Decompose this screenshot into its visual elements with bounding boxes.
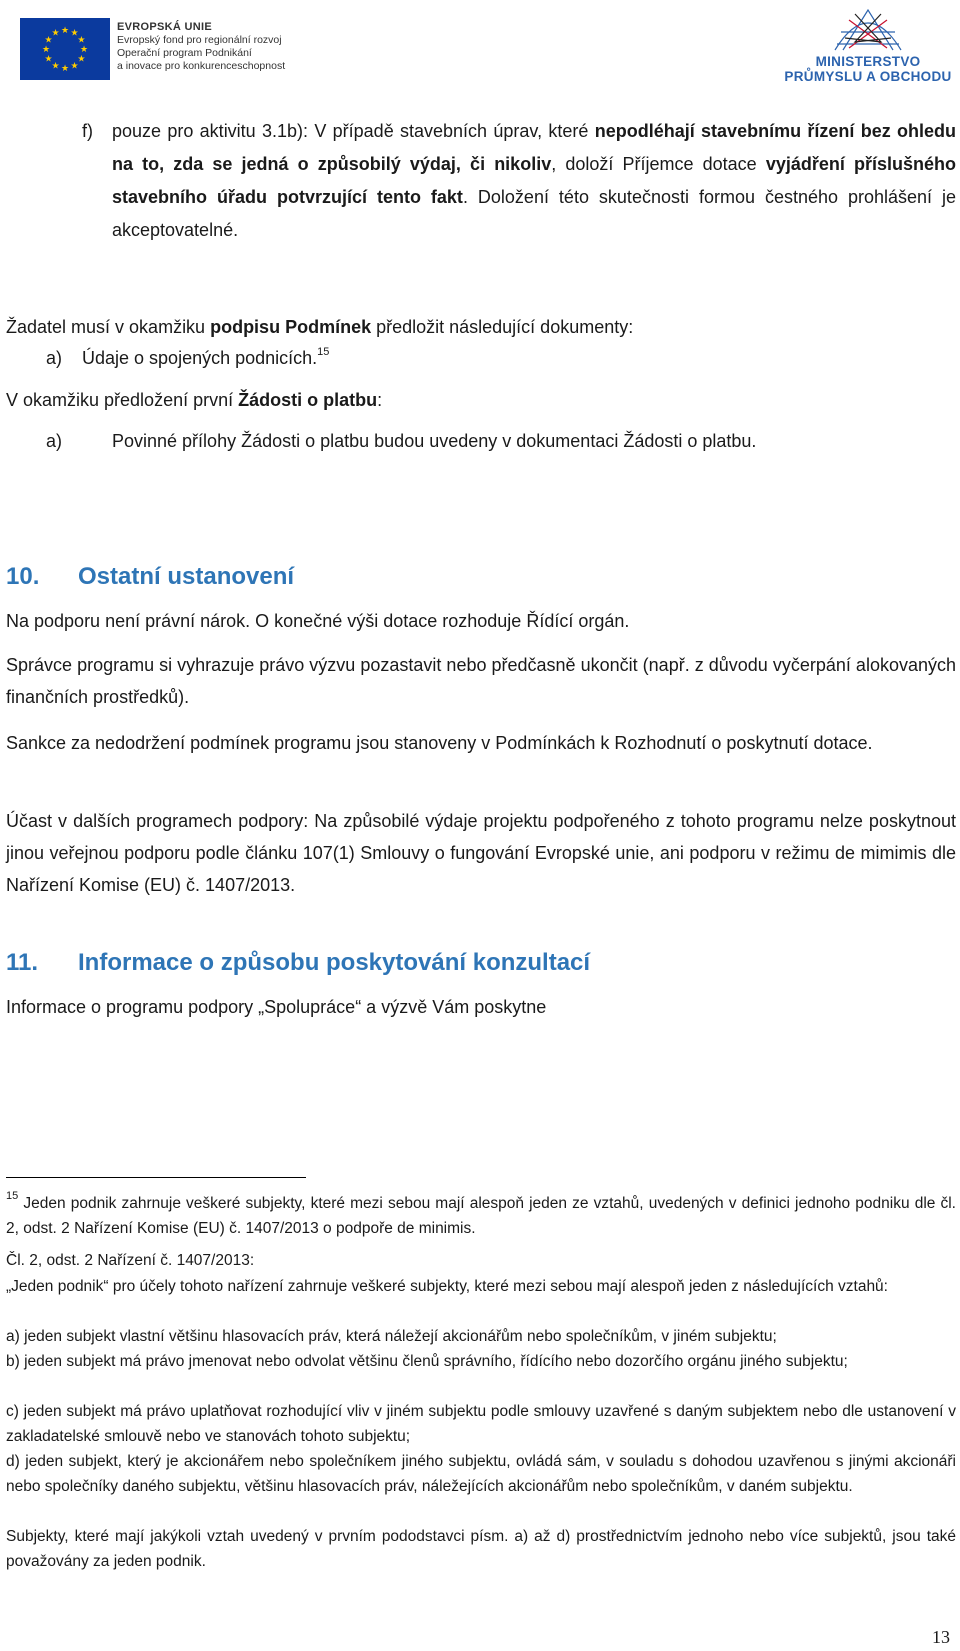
- eu-star-icon: ★: [77, 34, 86, 45]
- footnote-item-a: a) jeden subjekt vlastní většinu hlasovacích práv, která náležejí akcionářům nebo společníkům, v jiném subjektu;: [6, 1328, 777, 1345]
- eu-star-icon: ★: [41, 44, 51, 54]
- footnote-closing: Subjekty, které mají jakýkoli vztah uvedený v prvním pododstavci písm. a) až d) prostřednictvím jednoho nebo více subjektů, jsou také považovány za jeden podnik.: [6, 1528, 956, 1570]
- eu-logo-text: [117, 21, 285, 73]
- eu-star-icon: ★: [51, 27, 60, 38]
- payment-item: Povinné přílohy Žádosti o platbu budou uvedeny v dokumentaci Žádosti o platbu.: [112, 431, 757, 451]
- list-marker: a): [46, 348, 63, 368]
- section-number: 11.: [6, 949, 39, 976]
- eu-star-icon: ★: [70, 27, 79, 38]
- bold-text-run: podpisu Podmínek: [210, 317, 372, 337]
- eu-star-icon: ★: [60, 25, 70, 35]
- text-run: :: [377, 390, 383, 410]
- text-run: předložit následující dokumenty:: [371, 317, 634, 337]
- mpo-globe-icon: [783, 2, 953, 54]
- bold-text-run: nepodléhají stavebnímu řízení bez ohledu na to, zda se jedná o způsobilý výdaj, či nikoliv: [112, 121, 957, 174]
- eu-logo-line: Operační program Podnikání: [117, 47, 252, 59]
- eu-star-icon: ★: [79, 44, 89, 54]
- footnote-reference: Čl. 2, odst. 2 Nařízení č. 1407/2013:: [6, 1252, 255, 1269]
- footnote-item-c: c) jeden subjekt má právo uplatňovat rozhodující vliv v jiném subjektu podle smlouvy uzavřené s daným subjektem nebo dle ustanovení v zakladatelské smlouvě nebo ve stanovách tohoto subjektu;: [6, 1403, 956, 1445]
- eu-star-icon: ★: [70, 60, 79, 71]
- footnote-15: [6, 1191, 956, 1241]
- eu-star-icon: ★: [60, 63, 70, 73]
- eu-star-icon: ★: [51, 60, 60, 71]
- paragraph: Informace o programu podpory „Spolupráce“ a výzvě Vám poskytne: [6, 997, 547, 1017]
- section-heading-11: [6, 946, 590, 980]
- text-run: Jeden podnik zahrnuje veškeré subjekty, které mezi sebou mají alespoň jeden ze vztahů, uvedených v definici jednoho podniku dle čl. 2, odst. 2 Nařízení Komise (EU) č. 1407/2013 o podpoře de minimis.: [6, 1195, 956, 1237]
- section-number: 10.: [6, 563, 40, 590]
- text-run: Žadatel musí v okamžiku: [6, 317, 211, 337]
- mpo-logo-line: MINISTERSTVO: [815, 54, 921, 69]
- text-run: Údaje o spojených podnicích.: [82, 348, 318, 368]
- footnote-quote: „Jeden podnik“ pro účely tohoto nařízení zahrnuje veškeré subjekty, které mezi sebou mají alespoň jeden z následujících vztahů:: [6, 1278, 888, 1295]
- footnote-number: 15: [6, 1190, 19, 1202]
- eu-logo: [20, 18, 310, 80]
- mpo-logo-text: [783, 54, 953, 84]
- footnote-separator: [6, 1177, 306, 1178]
- text-run: V okamžiku předložení první: [6, 390, 239, 410]
- footnote-item-b: b) jeden subjekt má právo jmenovat nebo odvolat většinu členů správního, řídícího nebo dozorčího orgánu jiného subjektu;: [6, 1353, 848, 1370]
- payment-paragraph: [6, 384, 956, 416]
- eu-star-icon: ★: [44, 53, 53, 64]
- paragraph: Účast v dalších programech podpory: Na způsobilé výdaje projektu podpořeného z tohoto programu nelze poskytnout jinou veřejnou podporu podle článku 107(1) Smlouvy o fungování Evropské unie, ani podporu v režimu de mimimis dle Nařízení Komise (EU) č. 1407/2013.: [6, 811, 956, 895]
- footnote-item-d: d) jeden subjekt, který je akcionářem nebo společníkem jiného subjektu, ovládá sám, v souladu s dohodou uzavřenou s jinými akcionáři nebo společníky daného subjektu, většinu hlasovacích práv, náležejících akcionářům nebo společníkům, v daném subjektu.: [6, 1453, 956, 1495]
- mpo-logo: [783, 2, 953, 88]
- eu-logo-line: Evropský fond pro regionální rozvoj: [117, 34, 282, 46]
- signing-paragraph: [6, 311, 956, 343]
- footnote-ref[interactable]: 15: [317, 346, 330, 358]
- text-run: , doloží Příjemce dotace: [551, 154, 766, 174]
- text-run: . Doložení této skutečnosti formou čestného prohlášení je akceptovatelné.: [112, 187, 957, 240]
- section-title: Informace o způsobu poskytování konzultací: [78, 949, 591, 976]
- eu-logo-line: a inovace pro konkurenceschopnost: [117, 60, 286, 72]
- eu-star-icon: ★: [77, 53, 86, 64]
- section-title: Ostatní ustanovení: [78, 563, 295, 590]
- list-marker: a): [46, 431, 63, 451]
- eu-flag-icon: [20, 18, 110, 80]
- paragraph: Sankce za nedodržení podmínek programu jsou stanoveny v Podmínkách k Rozhodnutí o poskytnutí dotace.: [6, 733, 873, 753]
- paragraph: Na podporu není právní nárok. O konečné výši dotace rozhoduje Řídící orgán.: [6, 611, 630, 631]
- mpo-logo-line: PRŮMYSLU A OBCHODU: [784, 69, 952, 84]
- text-run: pouze pro aktivitu 3.1b): V případě stavebních úprav, které: [112, 121, 595, 141]
- bold-text-run: Žádosti o platbu: [238, 390, 378, 410]
- item-f-text: [112, 115, 956, 247]
- list-marker: f): [82, 121, 93, 141]
- paragraph: Správce programu si vyhrazuje právo výzvu pozastavit nebo předčasně ukončit (např. z důvodu vyčerpání alokovaných finančních prostředků).: [6, 655, 956, 707]
- page-number: 13: [932, 1627, 950, 1647]
- section-heading-10: [6, 560, 294, 594]
- eu-star-icon: ★: [44, 34, 53, 45]
- eu-logo-line: EVROPSKÁ UNIE: [117, 21, 212, 33]
- bold-text-run: vyjádření příslušného stavebního úřadu potvrzující tento fakt: [112, 154, 956, 207]
- signing-item: [82, 342, 882, 374]
